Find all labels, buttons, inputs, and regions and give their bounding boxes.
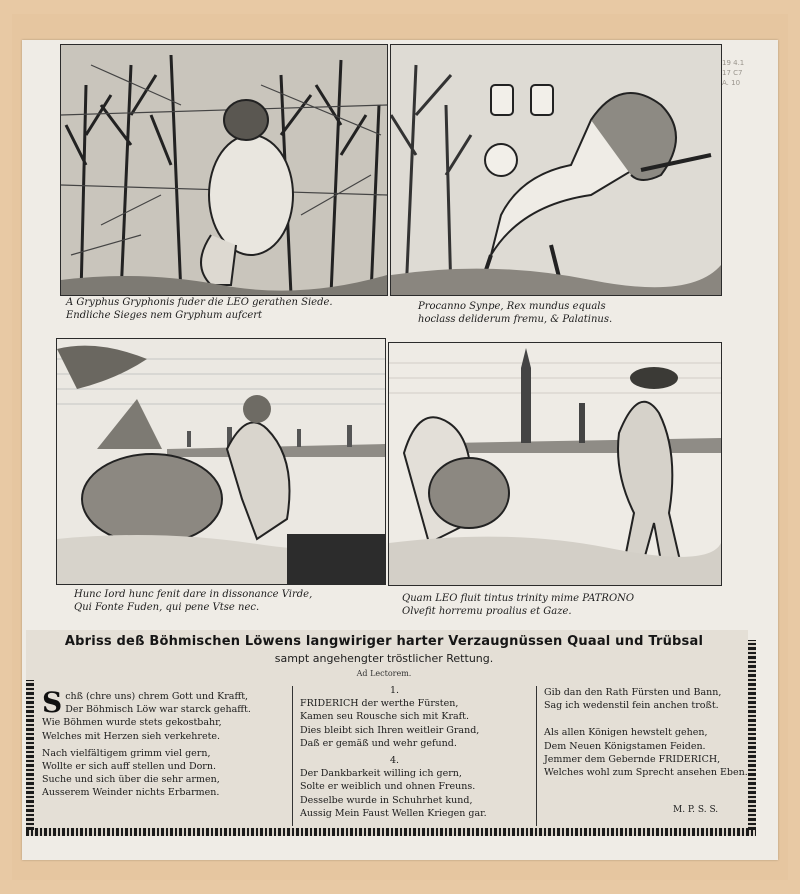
mark-line: 17 C7 xyxy=(722,69,743,77)
lion-crowns-engraving xyxy=(391,45,721,295)
mark-line: A. 10 xyxy=(722,79,741,87)
stanza xyxy=(544,726,748,779)
verse-line: Nach vielfältigem grimm viel gern, xyxy=(42,747,211,759)
verse-line: Aussig Mein Faust Wellen Kriegen gar. xyxy=(300,807,487,819)
verse-line: Wollte er sich auff stellen und Dorn. xyxy=(42,761,216,773)
engraving-panel-top-left xyxy=(60,44,388,296)
caption-bottom-right xyxy=(402,592,634,618)
poem-address: Ad Lectorem. xyxy=(356,669,412,678)
caption-line: Olvefit horremu proalius et Gaze. xyxy=(402,606,572,617)
stanza xyxy=(300,684,487,750)
caption-line: hoclass deliderum fremu, & Palatinus. xyxy=(418,314,613,325)
poem-column-2 xyxy=(300,684,487,824)
verse-line: Sag ich wedenstil fein anchen troßt. xyxy=(544,700,719,712)
stanza xyxy=(42,747,228,800)
stanza xyxy=(300,754,487,820)
caption-top-left xyxy=(66,296,333,322)
verse-line: Gib dan den Rath Fürsten und Bann, xyxy=(544,687,722,698)
column-divider xyxy=(292,686,293,826)
caption-top-right xyxy=(418,300,612,326)
engraving-panel-top-right xyxy=(390,44,722,296)
caption-line: Qui Fonte Fuden, qui pene Vtse nec. xyxy=(74,602,260,613)
engraving-panel-bottom-right xyxy=(388,342,722,586)
verse-line: Solte er weiblich und ohnen Freuns. xyxy=(300,781,476,793)
poem-column-1 xyxy=(42,686,251,804)
verse-line: Dies bleibt sich Ihren weitleir Grand, xyxy=(300,724,480,736)
verse-line: Der Dankbarkeit willing ich gern, xyxy=(300,768,462,780)
stanza-number: 1. xyxy=(390,685,400,696)
verse-line: Suche und sich über die sehr armen, xyxy=(42,774,220,786)
lion-figure-landscape-engraving xyxy=(57,339,385,584)
drop-cap: S xyxy=(42,686,63,719)
stanza xyxy=(42,686,251,743)
signature: M. P. S. S. xyxy=(673,805,719,815)
verse-line: FRIDERICH der werthe Fürsten, xyxy=(300,698,459,710)
verse-line: Daß er gemäß und wehr gefund. xyxy=(300,737,457,749)
poem-subtitle: sampt angehengter tröstlicher Rettung. xyxy=(274,652,494,665)
verse-line: Wie Böhmen wurde stets gekostbahr, xyxy=(42,717,222,729)
caption-line: Quam LEO fluit tintus trinity mime PATRONO xyxy=(402,593,635,604)
poem-title: Abriss deß Böhmischen Löwens langwiriger harter Verzaugnüssen Quaal und Trübsal xyxy=(64,634,704,649)
verse-line: Der Böhmisch Löw war starck gehafft. xyxy=(65,704,251,716)
verse-line: Kamen seu Rousche sich mit Kraft. xyxy=(300,711,470,723)
caption-bottom-left xyxy=(74,588,312,614)
verse-line: Jemmer dem Gebernde FRIDERICH, xyxy=(544,753,721,765)
verse-line: Als allen Königen hewstelt gehen, xyxy=(544,727,708,739)
caption-line: Hunc Iord hunc fenit dare in dissonance Virde, xyxy=(74,589,313,600)
caption-line: A Gryphus Gryphonis fuder die LEO gerathen Siede. xyxy=(66,297,333,308)
ornamental-border-left xyxy=(26,680,34,830)
verse-line: Welches wohl zum Sprecht ansehen Eben. xyxy=(544,767,748,779)
verse-line: Desselbe wurde in Schuhrhet kund, xyxy=(300,794,473,806)
stanza xyxy=(544,686,748,712)
verse-line: Dem Neuen Königstamen Feiden. xyxy=(544,740,706,752)
caption-line: Endliche Sieges nem Gryphum aufcert xyxy=(66,310,263,321)
pencil-mark xyxy=(722,58,770,138)
column-divider xyxy=(536,686,537,826)
city-lion-figures-engraving xyxy=(389,343,721,585)
engraving-panel-bottom-left xyxy=(56,338,386,585)
ornamental-border-right xyxy=(748,640,756,830)
verse-line: Welches mit Herzen sieh verkehrete. xyxy=(42,730,221,742)
ornamental-border-bottom xyxy=(26,828,756,836)
verse-line: Ausserem Weinder nichts Erbarmen. xyxy=(42,787,220,799)
stanza-number: 4. xyxy=(390,755,400,767)
verse-line: chß (chre uns) chrem Gott und Krafft, xyxy=(65,691,249,702)
poem-column-3 xyxy=(544,686,748,783)
forest-bear-engraving xyxy=(61,45,387,295)
caption-line: Procanno Synpe, Rex mundus equals xyxy=(418,301,606,312)
mark-line: 19 4.1 xyxy=(722,59,745,67)
